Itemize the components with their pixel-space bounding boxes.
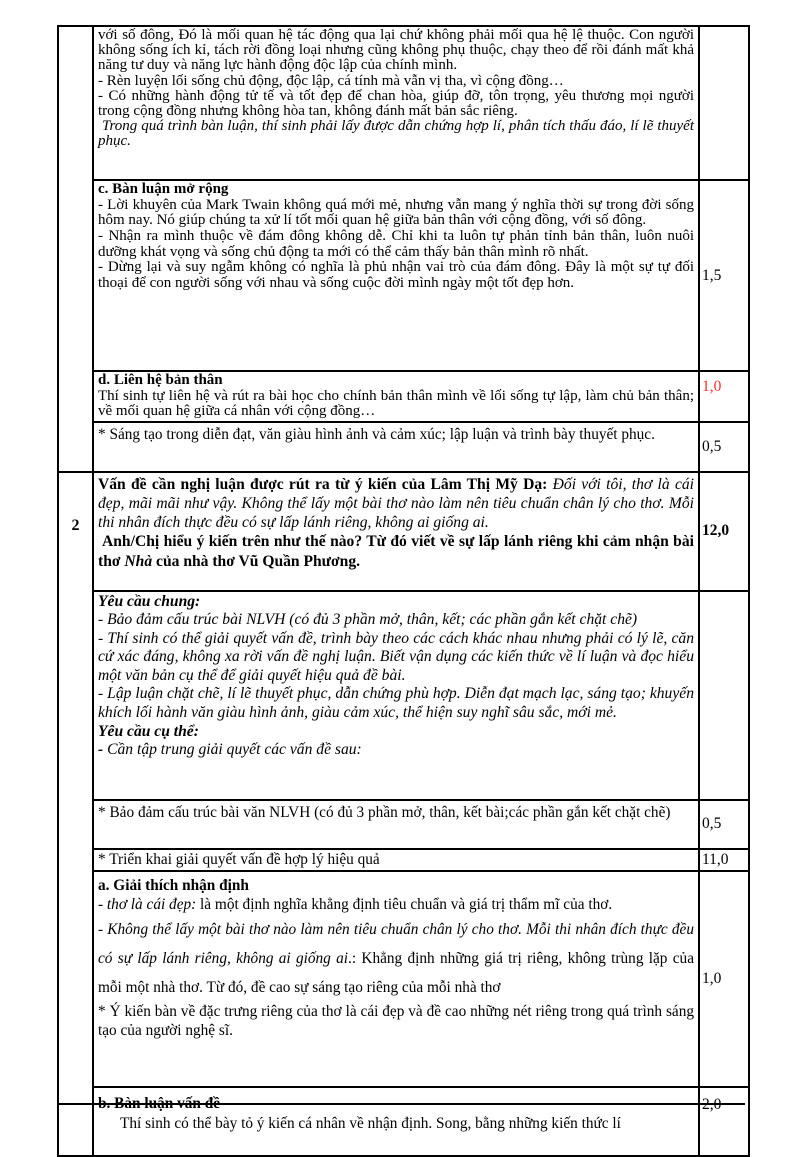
section-heading: c. Bàn luận mở rộng (98, 181, 229, 197)
section-heading: a. Giải thích nhận định (98, 876, 249, 894)
section-heading: Yêu cầu cụ thể: (98, 722, 199, 740)
paragraph: - Thí sinh có thể giải quyết vấn đề, trình bày theo các cách khác nhau nhưng phải có lý lẽ, căn cứ xác đáng, không xa rời vấn đề nghị luận. Biết vận dụng các kiến thức về lí luận và đọc hiểu một văn bản cụ thể để giải quyết hiệu quả đề bài. (98, 629, 694, 684)
points-value: 0,5 (702, 815, 722, 832)
q2-question-row (58, 472, 749, 591)
paragraph: - Lập luận chặt chẽ, lí lẽ thuyết phục, dẫn chứng phù hợp. Diễn đạt mạch lạc, sáng tạo; khuyến khích lối hành văn giàu hình ảnh, giàu cảm xúc, thể hiện suy nghĩ sâu sắc, mới mẻ. (98, 685, 694, 722)
dash-marker: - (98, 741, 108, 759)
q2-deploy-points-cell (699, 849, 749, 871)
paragraph: - Bảo đảm cấu trúc bài NLVH (có đủ 3 phần mở, thân, kết; các phần gắn kết chặt chẽ) (98, 611, 638, 629)
q2-section-a-points-cell (699, 871, 749, 1087)
q2-section-a-content-cell (93, 871, 699, 1087)
q2-general-requirements-row (58, 591, 749, 800)
explanation-text: là một định nghĩa khẳng định tiêu chuẩn và giá trị thẩm mĩ của thơ. (196, 896, 613, 913)
q1-section-c-content-cell (93, 180, 699, 371)
quoted-term: - thơ là cái đẹp: (98, 896, 197, 913)
rubric-table-wrapper (57, 25, 745, 1132)
q2-general-content-cell (93, 591, 699, 800)
q1-body-points-cell (699, 26, 749, 180)
q1-body-row (58, 26, 749, 180)
section-heading: Yêu cầu chung: (98, 592, 201, 610)
paragraph: với số đông, Đó là mối quan hệ tác động qua lại chứ không phải mối qua hệ lệ thuộc. Con người không sống ích kỉ, tách rời đồng loại nhưng cũng không phụ thuộc, chạy theo để rồi đánh mất khả năng tư duy và năng lực hành động độc lập của chính mình. (98, 27, 694, 74)
points-value-red: 1,0 (702, 378, 722, 395)
q2-structure-row (58, 800, 749, 849)
q2-question-content-cell (93, 472, 699, 591)
paragraph: Thí sinh tự liên hệ và rút ra bài học cho chính bản thân mình về lối sống tự lập, làm chủ bản thân; về mối quan hệ giữa cá nhân với cộng đồng… (98, 387, 694, 419)
q1-section-d-content-cell (93, 371, 699, 422)
q1-section-d-row (58, 371, 749, 422)
q1-creativity-content-cell (93, 422, 699, 472)
q2-number-cell (58, 472, 93, 1156)
question-lead: Vấn đề cần nghị luận được rút ra từ ý kiến của Lâm Thị Mỹ Dạ: (98, 475, 553, 493)
points-value: 1,5 (702, 266, 722, 284)
q2-section-b-content-cell (93, 1087, 699, 1156)
paragraph (98, 915, 694, 1002)
q2-deploy-row (58, 849, 749, 871)
paragraph: * Ý kiến bàn về đặc trưng riêng của thơ là cái đẹp và đề cao những nét riêng trong quá trình sáng tạo của người nghệ sĩ. (98, 1002, 694, 1039)
q1-section-d-points-cell (699, 371, 749, 422)
question-statement (98, 475, 694, 533)
paragraph-text: Cần tập trung giải quyết các vấn đề sau: (107, 741, 362, 759)
grading-rubric-table (57, 25, 750, 1157)
examiner-note: Trong quá trình bàn luận, thí sinh phải lấy được dẫn chứng hợp lí, phân tích thấu đáo, lí lẽ thuyết phục. (98, 118, 694, 150)
q2-general-points-cell (699, 591, 749, 800)
points-value: 1,0 (702, 969, 722, 987)
points-value: 2,0 (702, 1095, 722, 1113)
q1-number-cell (58, 26, 93, 472)
section-heading: b. Bàn luận vấn đề (98, 1094, 221, 1112)
section-heading: d. Liên hệ bản thân (98, 372, 223, 388)
task-text-2: của nhà thơ Vũ Quần Phương. (152, 552, 361, 570)
paragraph (98, 741, 694, 760)
explanation-text: .: Khẳng định những giá trị riêng, không trùng lặp của mỗi một nhà thơ. Từ đó, đề cao sự sáng tạo riêng của mỗi nhà thơ (98, 949, 694, 996)
paragraph: * Sáng tạo trong diễn đạt, văn giàu hình ảnh và cảm xúc; lập luận và trình bày thuyết phục. (98, 425, 655, 443)
q1-section-c-row (58, 180, 749, 371)
paragraph: - Rèn luyện lối sống chủ động, độc lập, cá tính mà vẫn vị tha, vì cộng đồng… (98, 72, 564, 89)
q2-section-b-row (58, 1087, 749, 1156)
q1-section-c-points-cell (699, 180, 749, 371)
points-value: 11,0 (702, 850, 729, 868)
paragraph: * Bảo đảm cấu trúc bài văn NLVH (có đủ 3 phần mở, thân, kết bài;các phần gắn kết chặt chẽ) (98, 803, 671, 821)
q1-body-content-cell (93, 26, 699, 180)
task-text-1: Anh/Chị hiểu ý kiến trên như thế nào? Từ đó viết về sự lấp lánh riêng khi cảm nhận bài thơ (98, 533, 694, 570)
paragraph: Thí sinh có thể bày tỏ ý kiến cá nhân về nhận định. Song, bằng những kiến thức lí (120, 1114, 621, 1132)
question-task (98, 532, 694, 571)
q2-section-a-row (58, 871, 749, 1087)
paragraph: - Nhận ra mình thuộc về đám đông không dễ. Chỉ khi ta luôn tự phản tỉnh bản thân, luôn nuôi dưỡng khát vọng và sống chủ động ta mới có thể cảm thấy bản thân mình rõ nhất. (98, 227, 694, 260)
paragraph: - Có những hành động tử tế và tốt đẹp để chan hòa, giúp đỡ, tôn trọng, yêu thương mọi người trong cộng đồng nhưng không hòa tan, không đánh mất bản sắc riêng. (98, 87, 694, 120)
q2-question-points-cell (699, 472, 749, 591)
paragraph (98, 895, 694, 915)
paragraph: - Dừng lại và suy ngẫm không có nghĩa là phủ nhận vai trò của đám đông. Đây là một sự tự đối thoại để con người sống với nhau và sống cuộc đời mình ngày một tốt đẹp hơn. (98, 259, 694, 291)
q2-number: 2 (71, 516, 80, 534)
q2-structure-content-cell (93, 800, 699, 849)
q1-creativity-points-cell (699, 422, 749, 472)
quoted-term: - Không thể lấy một bài thơ nào làm nên tiêu chuẩn chân lý cho thơ. Mỗi thi nhân đích thực đều có sự lấp lánh riêng, không ai giống ai (98, 920, 694, 967)
poem-title: Nhà (124, 552, 153, 570)
q1-creativity-row (58, 422, 749, 472)
q2-deploy-content-cell (93, 849, 699, 871)
q2-structure-points-cell (699, 800, 749, 849)
paragraph: * Triển khai giải quyết vấn đề hợp lý hiệu quả (98, 850, 380, 868)
question-quote: Đối với tôi, thơ là cái đẹp, mãi mãi như vậy. Không thể lấy một bài thơ nào làm nên tiêu chuẩn chân lý cho thơ. Mỗi thi nhân đích thực đều có sự lấp lánh riêng, không ai giống ai. (98, 475, 694, 532)
q2-section-b-points-cell (699, 1087, 749, 1156)
points-value: 12,0 (702, 522, 730, 539)
paragraph: - Lời khuyên của Mark Twain không quá mới mẻ, nhưng vẫn mang ý nghĩa thời sự trong đời sống hôm nay. Nó giúp chúng ta xử lí tốt mối quan hệ giữa bản thân với cộng đồng, với số đông. (98, 196, 694, 229)
points-value: 0,5 (702, 437, 722, 455)
